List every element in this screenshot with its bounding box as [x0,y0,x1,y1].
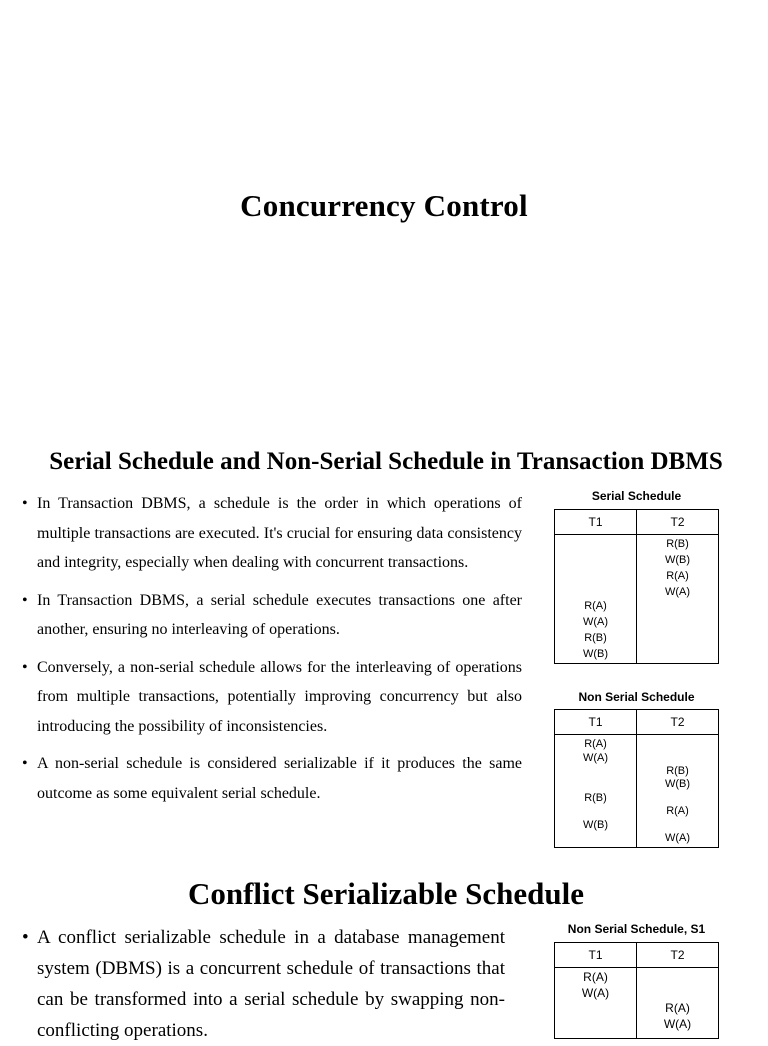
s1-schedule-table [554,942,719,1039]
column-header-t2: T2 [637,710,719,735]
operation: R(A) [584,600,607,612]
operation: R(B) [666,765,689,777]
column-header-t1: T1 [555,943,637,968]
t2-cell [637,535,719,664]
section-title-serial-schedule: Serial Schedule and Non-Serial Schedule in Transaction DBMS [49,448,723,475]
bullet-item: • A non-serial schedule is considered serializable if it produces the same outcome as some equivalent serial schedule. [22,749,522,808]
column-header-t1: T1 [555,710,637,735]
operation: W(B) [582,819,609,831]
operation: R(B) [666,538,689,550]
operation: W(B) [664,554,691,566]
column-header-t1: T1 [555,510,637,535]
t1-cell [555,968,637,1039]
operation: R(A) [583,970,608,984]
section2-bullet-list [22,922,505,1046]
operation: W(A) [664,832,691,844]
page-title: Concurrency Control [240,188,528,223]
operation: W(A) [582,616,609,628]
section1-bullet-list [22,489,522,808]
column-header-t2: T2 [637,943,719,968]
t2-cell [637,968,719,1039]
operation: W(A) [663,1017,692,1031]
nonserial-schedule-caption: Non Serial Schedule [578,690,695,704]
column-header-t2: T2 [637,510,719,535]
operation: W(A) [581,986,610,1000]
t2-cell [637,735,719,848]
t1-cell [555,735,637,848]
bullet-item: • In Transaction DBMS, a serial schedule executes transactions one after another, ensuring no interleaving of operations. [22,586,522,645]
nonserial-schedule-table [554,709,719,848]
serial-schedule-caption: Serial Schedule [591,489,682,503]
operation: W(B) [664,778,691,790]
operation: W(B) [582,648,609,660]
bullet-item: • In Transaction DBMS, a schedule is the order in which operations of multiple transactions are executed. It's crucial for ensuring data consistency and integrity, especially when dealing with concurrent transactions. [22,489,522,578]
s1-schedule-caption: Non Serial Schedule, S1 [567,922,706,936]
operation: R(A) [666,805,689,817]
serial-schedule-table [554,509,719,664]
operation: R(B) [584,792,607,804]
operation: W(A) [582,752,609,764]
bullet-item: • Conversely, a non-serial schedule allows for the interleaving of operations from multiple transactions, potentially improving concurrency but also introducing the possibility of inconsistencies. [22,653,522,742]
operation: W(A) [664,586,691,598]
operation: R(A) [584,738,607,750]
t1-cell [555,535,637,664]
operation: R(B) [584,632,607,644]
operation: R(A) [666,570,689,582]
operation: R(A) [665,1001,690,1015]
bullet-item: • A conflict serializable schedule in a database management system (DBMS) is a concurrent schedule of transactions that can be transformed into a serial schedule by swapping non-conflicting operations. [22,922,505,1046]
section-title-conflict-serializable: Conflict Serializable Schedule [187,876,585,911]
